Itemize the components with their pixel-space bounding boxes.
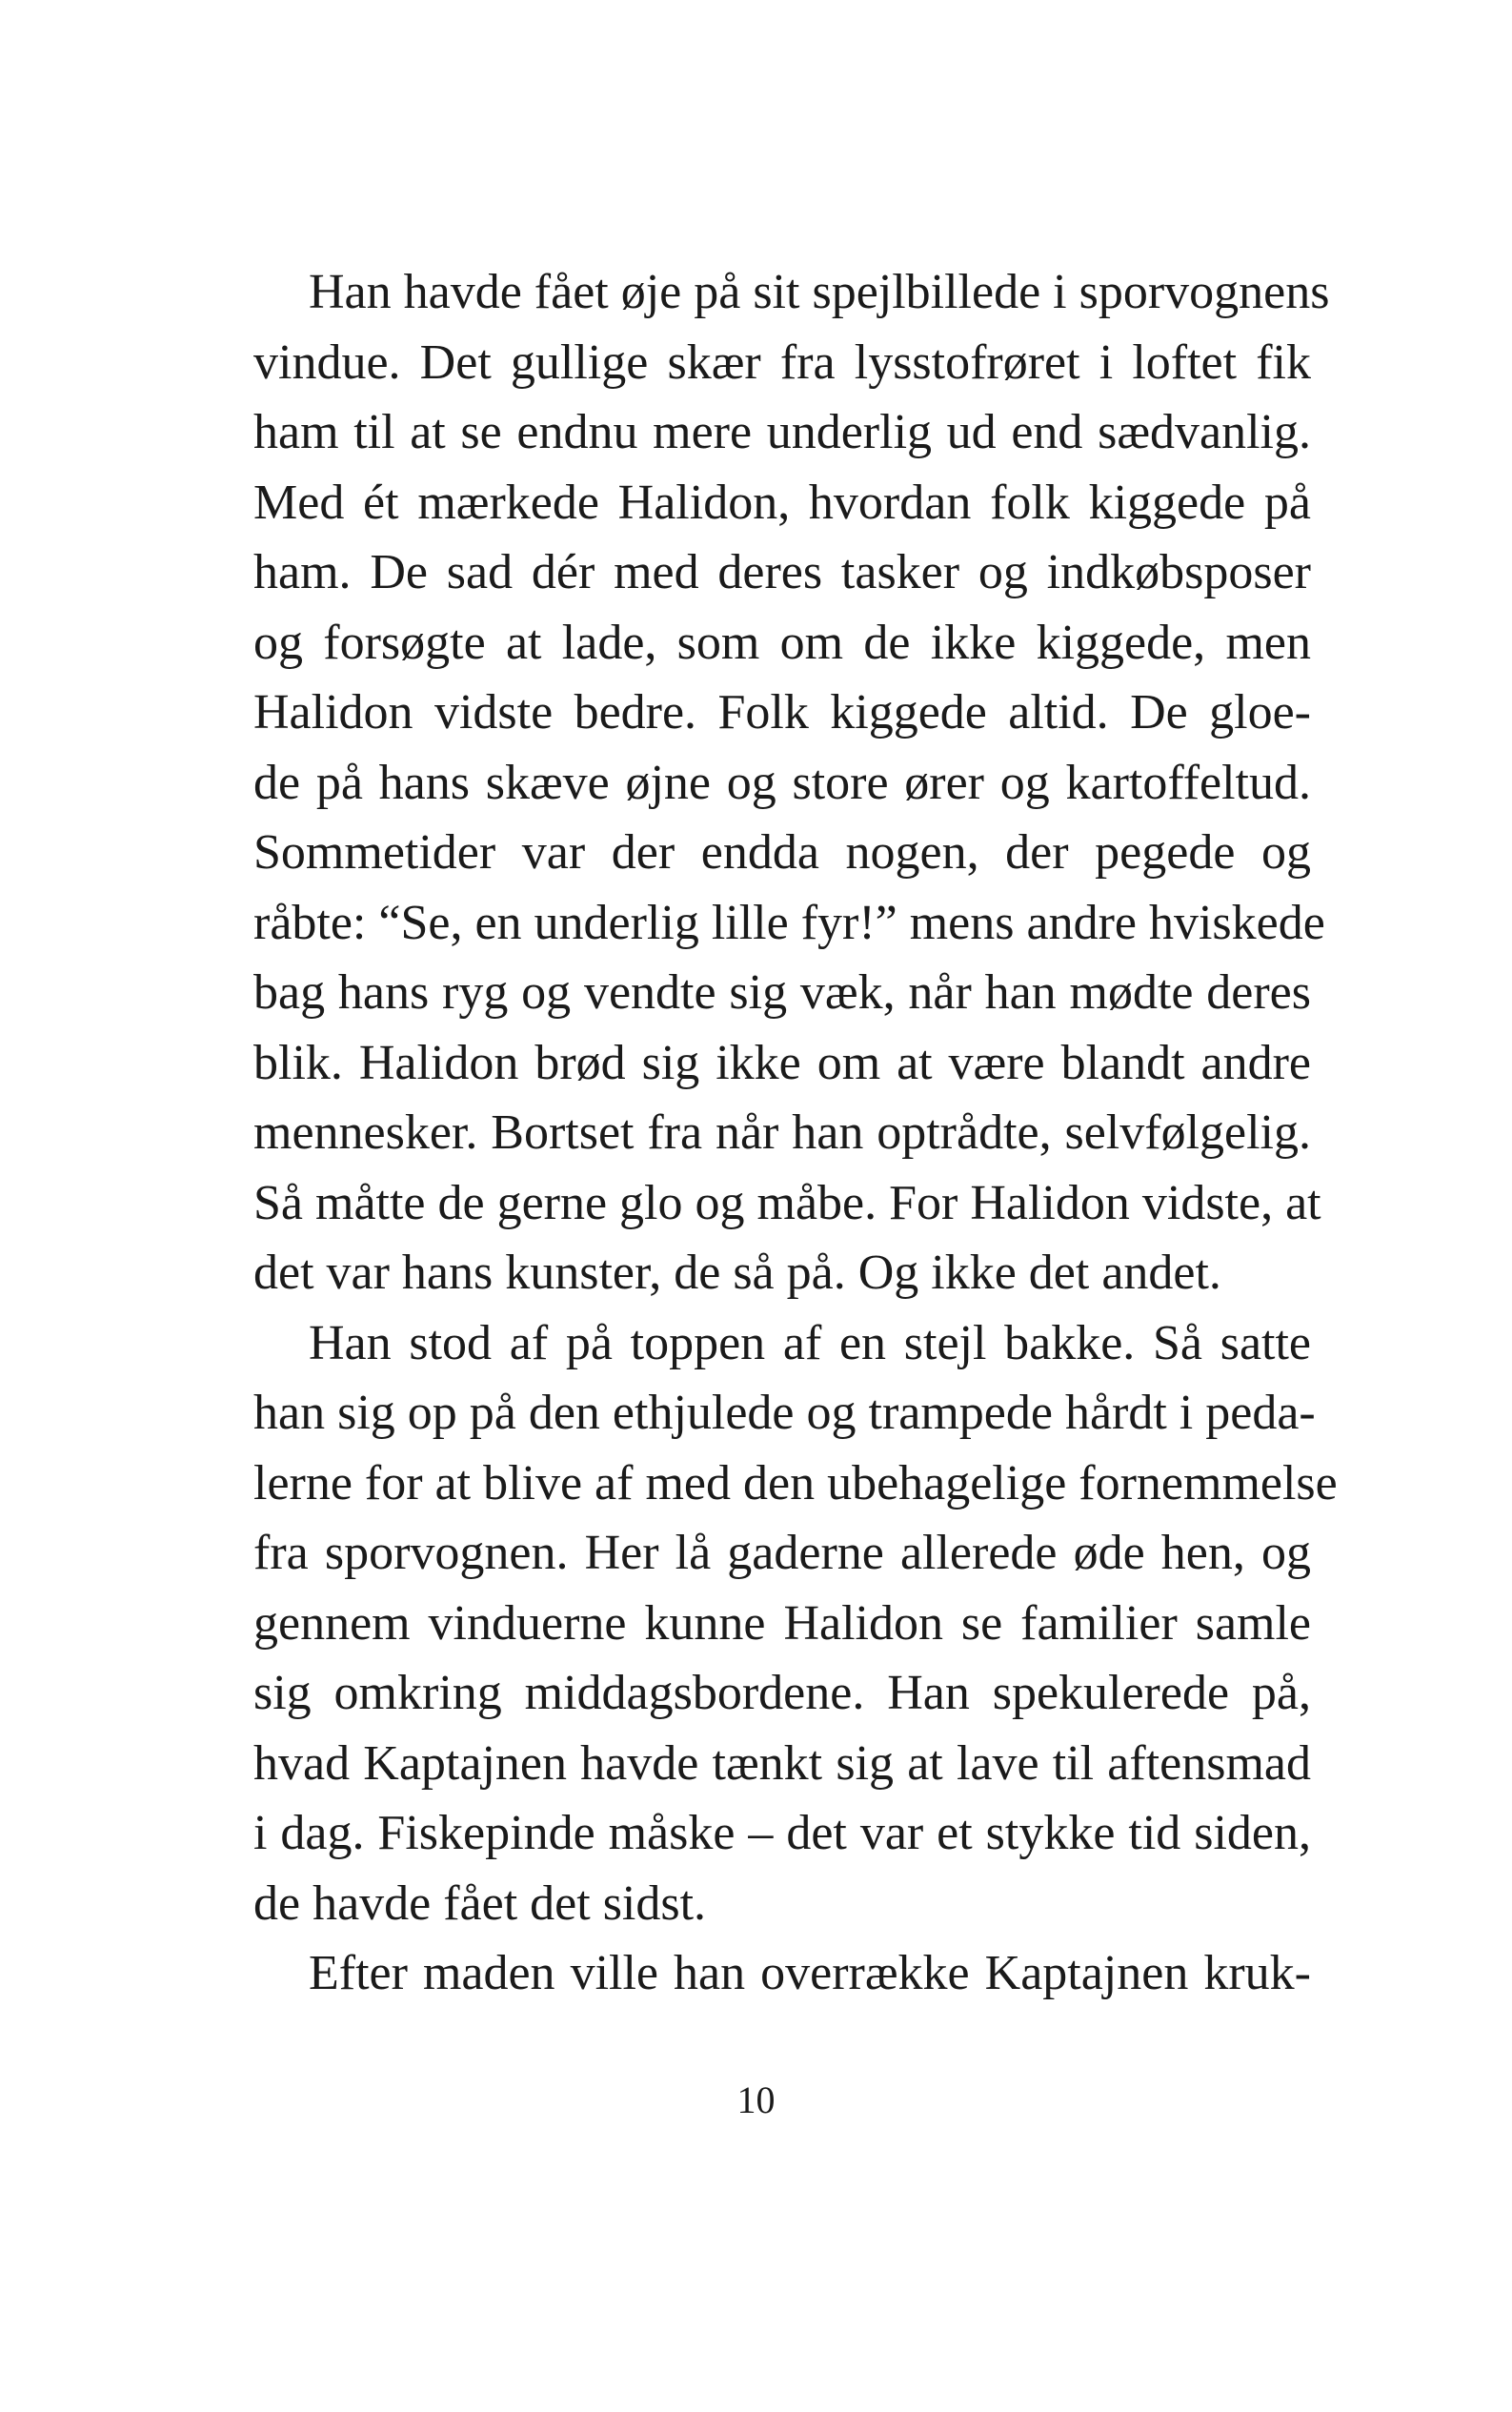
text-line: mennesker. Bortset fra når han optrådte, selvfølgelig. <box>253 1105 1311 1160</box>
text-line: ham. De sad dér med deres tasker og indkøbsposer <box>253 545 1311 599</box>
text-line: Halidon vidste bedre. Folk kiggede altid. De gloe- <box>253 685 1311 740</box>
text-line: de havde fået det sidst. <box>253 1875 707 1931</box>
text-line: råbte: “Se, en underlig lille fyr!” mens andre hviskede <box>253 895 1325 950</box>
text-line: bag hans ryg og vendte sig væk, når han mødte deres <box>253 965 1311 1020</box>
page-number: 10 <box>736 2078 776 2121</box>
text-line: sig omkring middagsbordene. Han spekulerede på, <box>253 1666 1311 1720</box>
text-line: Med ét mærkede Halidon, hvordan folk kiggede på <box>253 475 1311 530</box>
text-line: ham til at se endnu mere underlig ud end sædvanlig. <box>253 405 1311 459</box>
text-line: Så måtte de gerne glo og måbe. For Halidon vidste, at <box>253 1175 1321 1230</box>
text-line: i dag. Fiskepinde måske – det var et stykke tid siden, <box>253 1806 1311 1860</box>
text-line: gennem vinduerne kunne Halidon se familier samle <box>253 1595 1311 1651</box>
paragraph-3 <box>253 1938 1311 2009</box>
text-line: det var hans kunster, de så på. Og ikke det andet. <box>253 1246 1221 1300</box>
text-line: hvad Kaptajnen havde tænkt sig at lave til aftensmad <box>253 1735 1311 1791</box>
text-line: og forsøgte at lade, som om de ikke kiggede, men <box>253 615 1311 670</box>
text-line: blik. Halidon brød sig ikke om at være blandt andre <box>253 1035 1311 1090</box>
text-line: fra sporvognen. Her lå gaderne allerede øde hen, og <box>253 1526 1311 1580</box>
text-line: lerne for at blive af med den ubehagelige fornemmelse <box>253 1455 1338 1510</box>
text-line: Sommetider var der endda nogen, der pegede og <box>253 825 1311 880</box>
text-line: han sig op på den ethjulede og trampede hårdt i peda- <box>253 1386 1316 1440</box>
paragraph-2 <box>253 1308 1338 1939</box>
paragraph-1 <box>253 257 1330 1308</box>
text-line: vindue. Det gullige skær fra lysstofrøret i loftet fik <box>253 334 1311 390</box>
body-text <box>253 257 1338 2009</box>
text-line: Efter maden ville han overrække Kaptajnen kruk- <box>309 1946 1311 2000</box>
text-line: Han stod af på toppen af en stejl bakke. Så satte <box>309 1315 1311 1370</box>
text-line: de på hans skæve øjne og store ører og kartoffeltud. <box>253 755 1311 810</box>
text-line: Han havde fået øje på sit spejlbillede i sporvognens <box>309 265 1330 319</box>
